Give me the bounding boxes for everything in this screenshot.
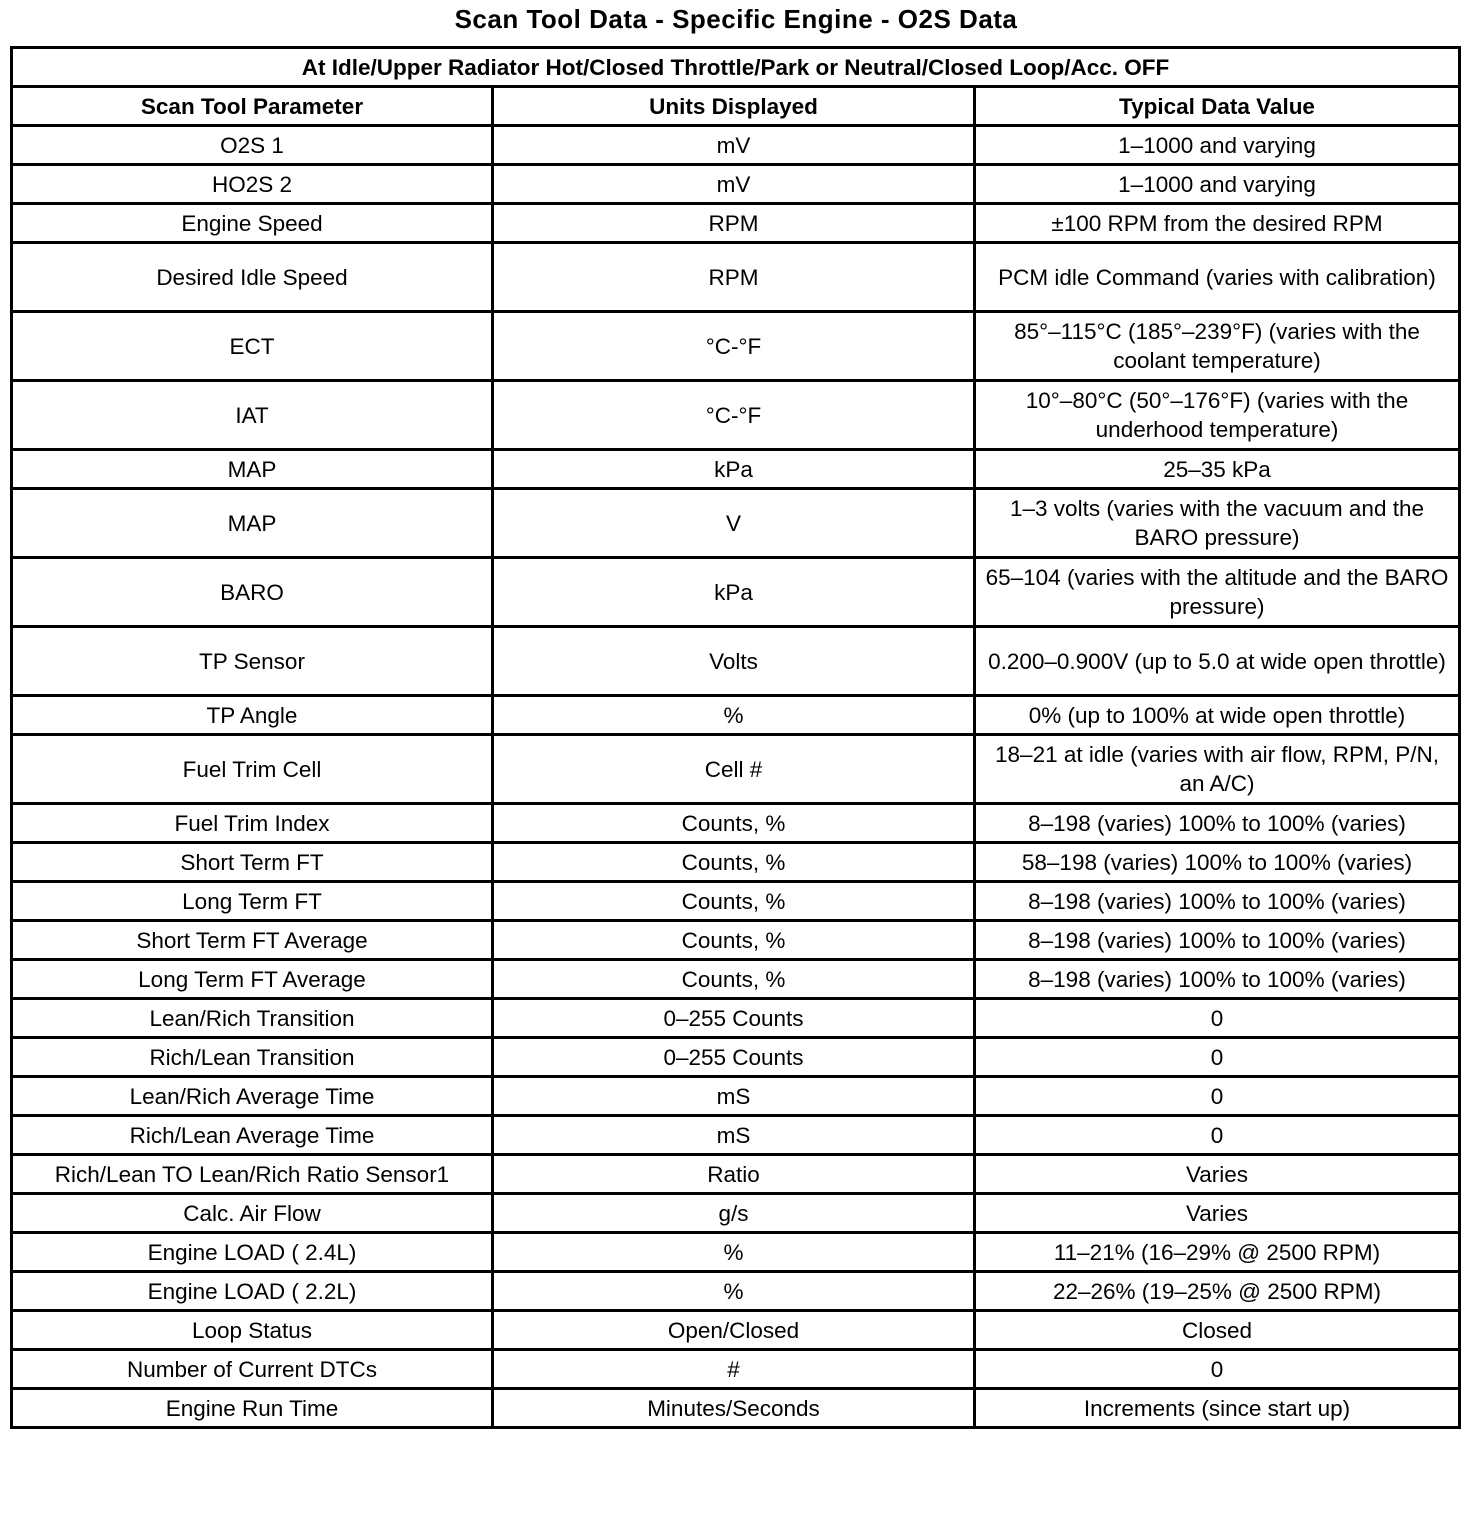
- header-parameter: Scan Tool Parameter: [12, 87, 493, 126]
- typical-value-cell: 0: [975, 1116, 1460, 1155]
- typical-value-cell: 8–198 (varies) 100% to 100% (varies): [975, 882, 1460, 921]
- units-cell: Counts, %: [493, 882, 975, 921]
- units-cell: Ratio: [493, 1155, 975, 1194]
- units-cell: Counts, %: [493, 843, 975, 882]
- table-row: [12, 960, 1460, 999]
- parameter-cell: O2S 1: [12, 126, 493, 165]
- parameter-cell: Engine LOAD ( 2.4L): [12, 1233, 493, 1272]
- parameter-cell: MAP: [12, 489, 493, 558]
- parameter-cell: Rich/Lean Transition: [12, 1038, 493, 1077]
- units-cell: Counts, %: [493, 960, 975, 999]
- units-cell: mV: [493, 165, 975, 204]
- parameter-cell: Engine Speed: [12, 204, 493, 243]
- table-row: [12, 204, 1460, 243]
- parameter-cell: Long Term FT Average: [12, 960, 493, 999]
- table-row: [12, 627, 1460, 696]
- units-cell: mS: [493, 1116, 975, 1155]
- table-row: [12, 312, 1460, 381]
- units-cell: kPa: [493, 558, 975, 627]
- parameter-cell: MAP: [12, 450, 493, 489]
- parameter-cell: IAT: [12, 381, 493, 450]
- units-cell: #: [493, 1350, 975, 1389]
- typical-value-cell: 58–198 (varies) 100% to 100% (varies): [975, 843, 1460, 882]
- parameter-cell: Number of Current DTCs: [12, 1350, 493, 1389]
- table-row: [12, 1194, 1460, 1233]
- scan-tool-data-table: [10, 46, 1461, 1429]
- parameter-cell: Loop Status: [12, 1311, 493, 1350]
- parameter-cell: Calc. Air Flow: [12, 1194, 493, 1233]
- parameter-cell: Rich/Lean Average Time: [12, 1116, 493, 1155]
- parameter-cell: Engine LOAD ( 2.2L): [12, 1272, 493, 1311]
- parameter-cell: Lean/Rich Average Time: [12, 1077, 493, 1116]
- typical-value-cell: 10°–80°C (50°–176°F) (varies with the underhood temperature): [975, 381, 1460, 450]
- units-cell: V: [493, 489, 975, 558]
- units-cell: RPM: [493, 243, 975, 312]
- typical-value-cell: 1–1000 and varying: [975, 126, 1460, 165]
- parameter-cell: Short Term FT: [12, 843, 493, 882]
- units-cell: 0–255 Counts: [493, 1038, 975, 1077]
- typical-value-cell: PCM idle Command (varies with calibration): [975, 243, 1460, 312]
- typical-value-cell: 0.200–0.900V (up to 5.0 at wide open throttle): [975, 627, 1460, 696]
- table-row: [12, 1311, 1460, 1350]
- typical-value-cell: Varies: [975, 1194, 1460, 1233]
- units-cell: Open/Closed: [493, 1311, 975, 1350]
- units-cell: %: [493, 1272, 975, 1311]
- table-row: [12, 126, 1460, 165]
- parameter-cell: Engine Run Time: [12, 1389, 493, 1428]
- typical-value-cell: 11–21% (16–29% @ 2500 RPM): [975, 1233, 1460, 1272]
- table-row: [12, 489, 1460, 558]
- typical-value-cell: 8–198 (varies) 100% to 100% (varies): [975, 960, 1460, 999]
- table-row: [12, 243, 1460, 312]
- header-typical-value: Typical Data Value: [975, 87, 1460, 126]
- table-row: [12, 558, 1460, 627]
- parameter-cell: TP Angle: [12, 696, 493, 735]
- table-row: [12, 999, 1460, 1038]
- table-row: [12, 882, 1460, 921]
- units-cell: kPa: [493, 450, 975, 489]
- table-row: [12, 1389, 1460, 1428]
- units-cell: RPM: [493, 204, 975, 243]
- parameter-cell: Fuel Trim Index: [12, 804, 493, 843]
- units-cell: Cell #: [493, 735, 975, 804]
- units-cell: Volts: [493, 627, 975, 696]
- units-cell: °C-°F: [493, 312, 975, 381]
- table-row: [12, 1038, 1460, 1077]
- parameter-cell: Short Term FT Average: [12, 921, 493, 960]
- page-title: Scan Tool Data - Specific Engine - O2S Data: [454, 4, 1018, 34]
- typical-value-cell: 0: [975, 1350, 1460, 1389]
- table-row: [12, 1272, 1460, 1311]
- parameter-cell: Long Term FT: [12, 882, 493, 921]
- units-cell: mS: [493, 1077, 975, 1116]
- typical-value-cell: 1–3 volts (varies with the vacuum and the BARO pressure): [975, 489, 1460, 558]
- units-cell: %: [493, 696, 975, 735]
- typical-value-cell: 1–1000 and varying: [975, 165, 1460, 204]
- typical-value-cell: 0: [975, 1038, 1460, 1077]
- typical-value-cell: 25–35 kPa: [975, 450, 1460, 489]
- typical-value-cell: 18–21 at idle (varies with air flow, RPM, P/N, an A/C): [975, 735, 1460, 804]
- units-cell: mV: [493, 126, 975, 165]
- table-row: [12, 1077, 1460, 1116]
- parameter-cell: HO2S 2: [12, 165, 493, 204]
- typical-value-cell: 0% (up to 100% at wide open throttle): [975, 696, 1460, 735]
- table-row: [12, 1233, 1460, 1272]
- typical-value-cell: Varies: [975, 1155, 1460, 1194]
- units-cell: g/s: [493, 1194, 975, 1233]
- units-cell: Minutes/Seconds: [493, 1389, 975, 1428]
- parameter-cell: Rich/Lean TO Lean/Rich Ratio Sensor1: [12, 1155, 493, 1194]
- units-cell: Counts, %: [493, 921, 975, 960]
- units-cell: °C-°F: [493, 381, 975, 450]
- table-row: [12, 1116, 1460, 1155]
- typical-value-cell: 0: [975, 999, 1460, 1038]
- table-row: [12, 165, 1460, 204]
- typical-value-cell: 0: [975, 1077, 1460, 1116]
- table-row: [12, 735, 1460, 804]
- parameter-cell: ECT: [12, 312, 493, 381]
- table-row: [12, 804, 1460, 843]
- typical-value-cell: ±100 RPM from the desired RPM: [975, 204, 1460, 243]
- header-units: Units Displayed: [493, 87, 975, 126]
- table-body: [12, 48, 1460, 1428]
- parameter-cell: Fuel Trim Cell: [12, 735, 493, 804]
- typical-value-cell: 8–198 (varies) 100% to 100% (varies): [975, 804, 1460, 843]
- table-row: [12, 843, 1460, 882]
- typical-value-cell: 8–198 (varies) 100% to 100% (varies): [975, 921, 1460, 960]
- table-row: [12, 921, 1460, 960]
- parameter-cell: BARO: [12, 558, 493, 627]
- units-cell: 0–255 Counts: [493, 999, 975, 1038]
- table-row: [12, 450, 1460, 489]
- table-row: [12, 1350, 1460, 1389]
- header-row: [12, 87, 1460, 126]
- condition-cell: At Idle/Upper Radiator Hot/Closed Throttle/Park or Neutral/Closed Loop/Acc. OFF: [12, 48, 1460, 87]
- parameter-cell: TP Sensor: [12, 627, 493, 696]
- parameter-cell: Desired Idle Speed: [12, 243, 493, 312]
- typical-value-cell: Closed: [975, 1311, 1460, 1350]
- table-row: [12, 696, 1460, 735]
- typical-value-cell: 65–104 (varies with the altitude and the BARO pressure): [975, 558, 1460, 627]
- typical-value-cell: 22–26% (19–25% @ 2500 RPM): [975, 1272, 1460, 1311]
- typical-value-cell: Increments (since start up): [975, 1389, 1460, 1428]
- typical-value-cell: 85°–115°C (185°–239°F) (varies with the coolant temperature): [975, 312, 1460, 381]
- units-cell: %: [493, 1233, 975, 1272]
- table-row: [12, 381, 1460, 450]
- units-cell: Counts, %: [493, 804, 975, 843]
- table-row: [12, 1155, 1460, 1194]
- condition-row: [12, 48, 1460, 87]
- parameter-cell: Lean/Rich Transition: [12, 999, 493, 1038]
